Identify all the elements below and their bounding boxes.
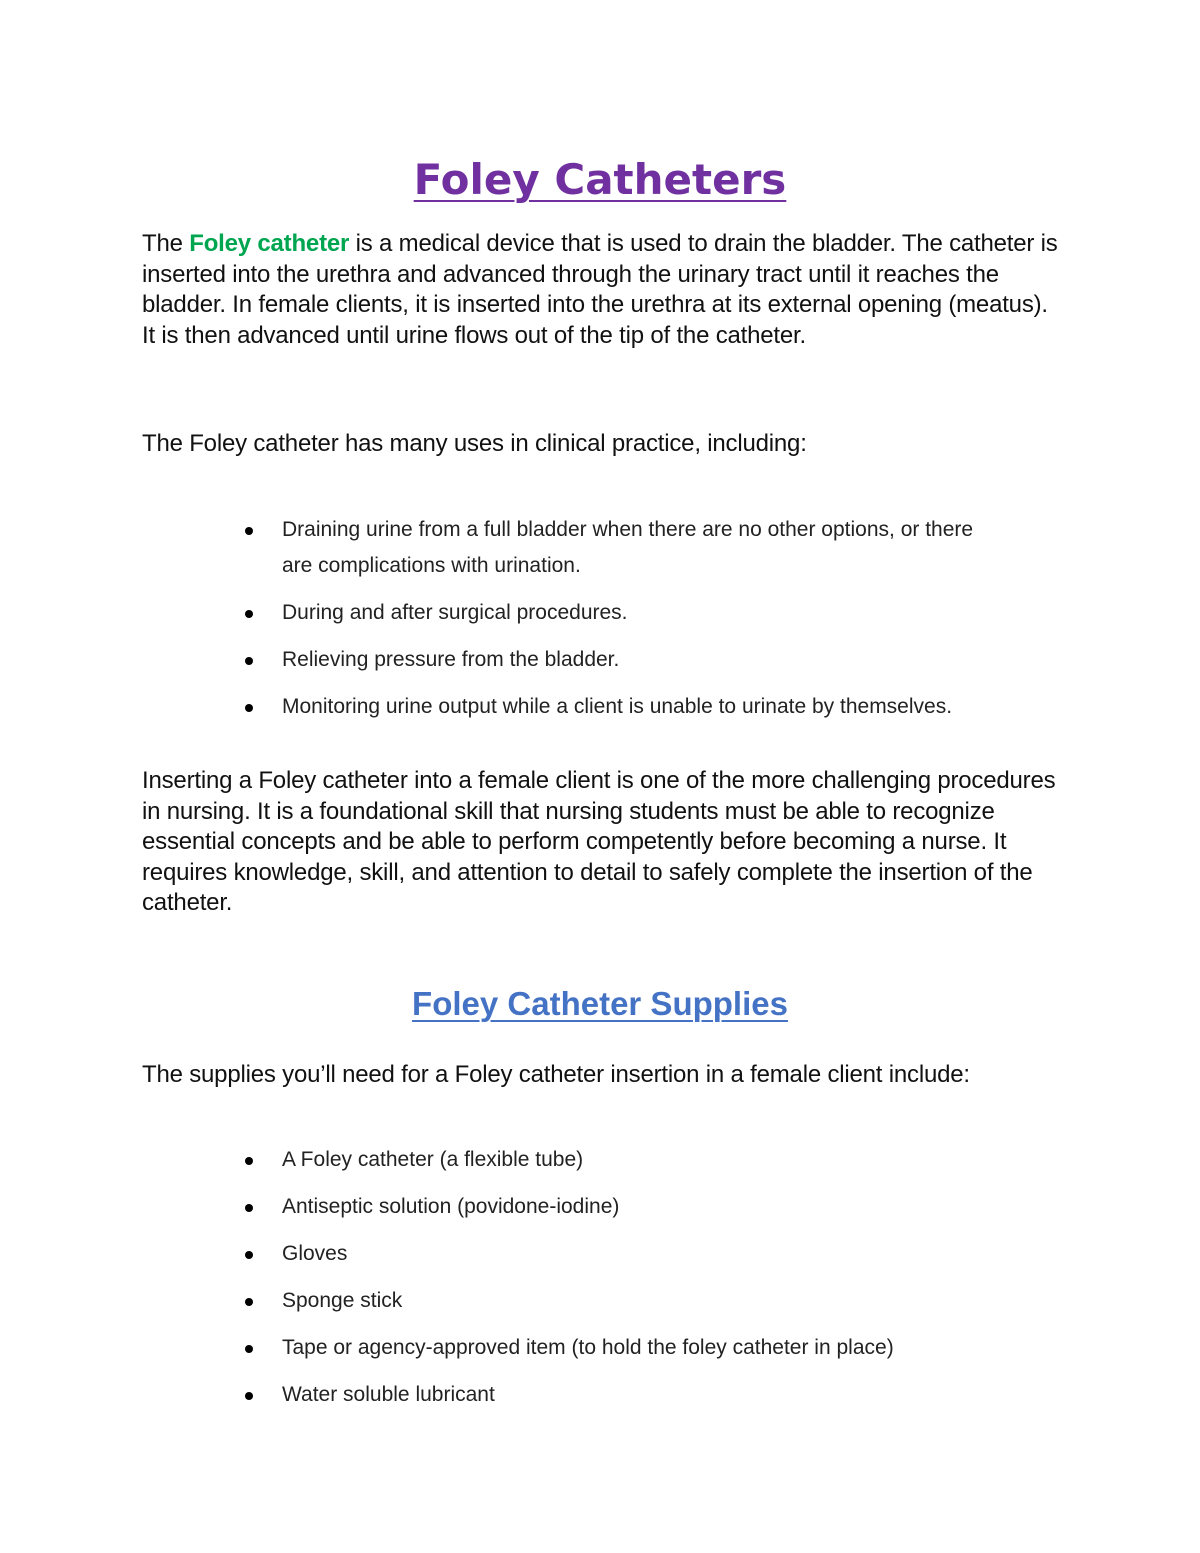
- list-item-text: A Foley catheter (a flexible tube): [282, 1148, 584, 1171]
- list-item: [0, 512, 1002, 584]
- list-item: [0, 689, 1002, 725]
- list-item: [0, 595, 1002, 631]
- list-item: [0, 1142, 1002, 1178]
- list-item-text: Draining urine from a full bladder when there are no other options, or there are complications with urination.: [282, 518, 974, 577]
- list-item-text: Tape or agency-approved item (to hold the foley catheter in place): [282, 1336, 894, 1359]
- list-item: [0, 1189, 1002, 1225]
- bullet-icon: [245, 1392, 253, 1400]
- list-item-text: Water soluble lubricant: [282, 1383, 495, 1406]
- intro-rest: is a medical device that is used to drain the bladder. The catheter is inserted into the urethra and advanced through the urinary tract until it reaches the bladder. In female clients, it is inserted into the urethra at its external opening (meatus). It is then advanced until urine flows out of the tip of the catheter.: [142, 230, 1058, 349]
- intro-paragraph: [142, 229, 1062, 351]
- list-item-text: Relieving pressure from the bladder.: [282, 648, 620, 671]
- bullet-icon: [245, 610, 253, 618]
- bullet-icon: [245, 1345, 253, 1353]
- page-title: Foley Catheters: [413, 155, 787, 204]
- list-item-text: Sponge stick: [282, 1289, 403, 1312]
- list-item: [0, 1283, 1002, 1319]
- bullet-icon: [245, 704, 253, 712]
- bullet-icon: [245, 657, 253, 665]
- supplies-list: [0, 1142, 1002, 1424]
- intro-lead: The: [142, 230, 190, 257]
- bullet-icon: [245, 1298, 253, 1306]
- bullet-icon: [245, 1157, 253, 1165]
- list-item-text: During and after surgical procedures.: [282, 601, 628, 624]
- supplies-heading: Foley Catheter Supplies: [412, 985, 788, 1022]
- list-item: [0, 642, 1002, 678]
- list-item: [0, 1236, 1002, 1272]
- list-item-text: Gloves: [282, 1242, 348, 1265]
- bullet-icon: [245, 1204, 253, 1212]
- challenge-paragraph: Inserting a Foley catheter into a female client is one of the more challenging procedures in nursing. It is a foundational skill that nursing students must be able to recognize essential concepts and be able to perform competently before becoming a nurse. It requires knowledge, skill, and attention to detail to safely complete the insertion of the catheter.: [142, 767, 1056, 916]
- list-item: [0, 1330, 1002, 1366]
- bullet-icon: [245, 1251, 253, 1259]
- list-item: [0, 1377, 1002, 1413]
- foley-catheter-highlight: Foley catheter: [189, 230, 350, 257]
- list-item-text: Monitoring urine output while a client is unable to urinate by themselves.: [282, 695, 953, 718]
- list-item-text: Antiseptic solution (povidone-iodine): [282, 1195, 620, 1218]
- bullet-icon: [245, 527, 253, 535]
- uses-intro: The Foley catheter has many uses in clinical practice, including:: [142, 430, 807, 457]
- supplies-intro: The supplies you’ll need for a Foley catheter insertion in a female client include:: [142, 1061, 970, 1088]
- uses-list: [0, 512, 1002, 736]
